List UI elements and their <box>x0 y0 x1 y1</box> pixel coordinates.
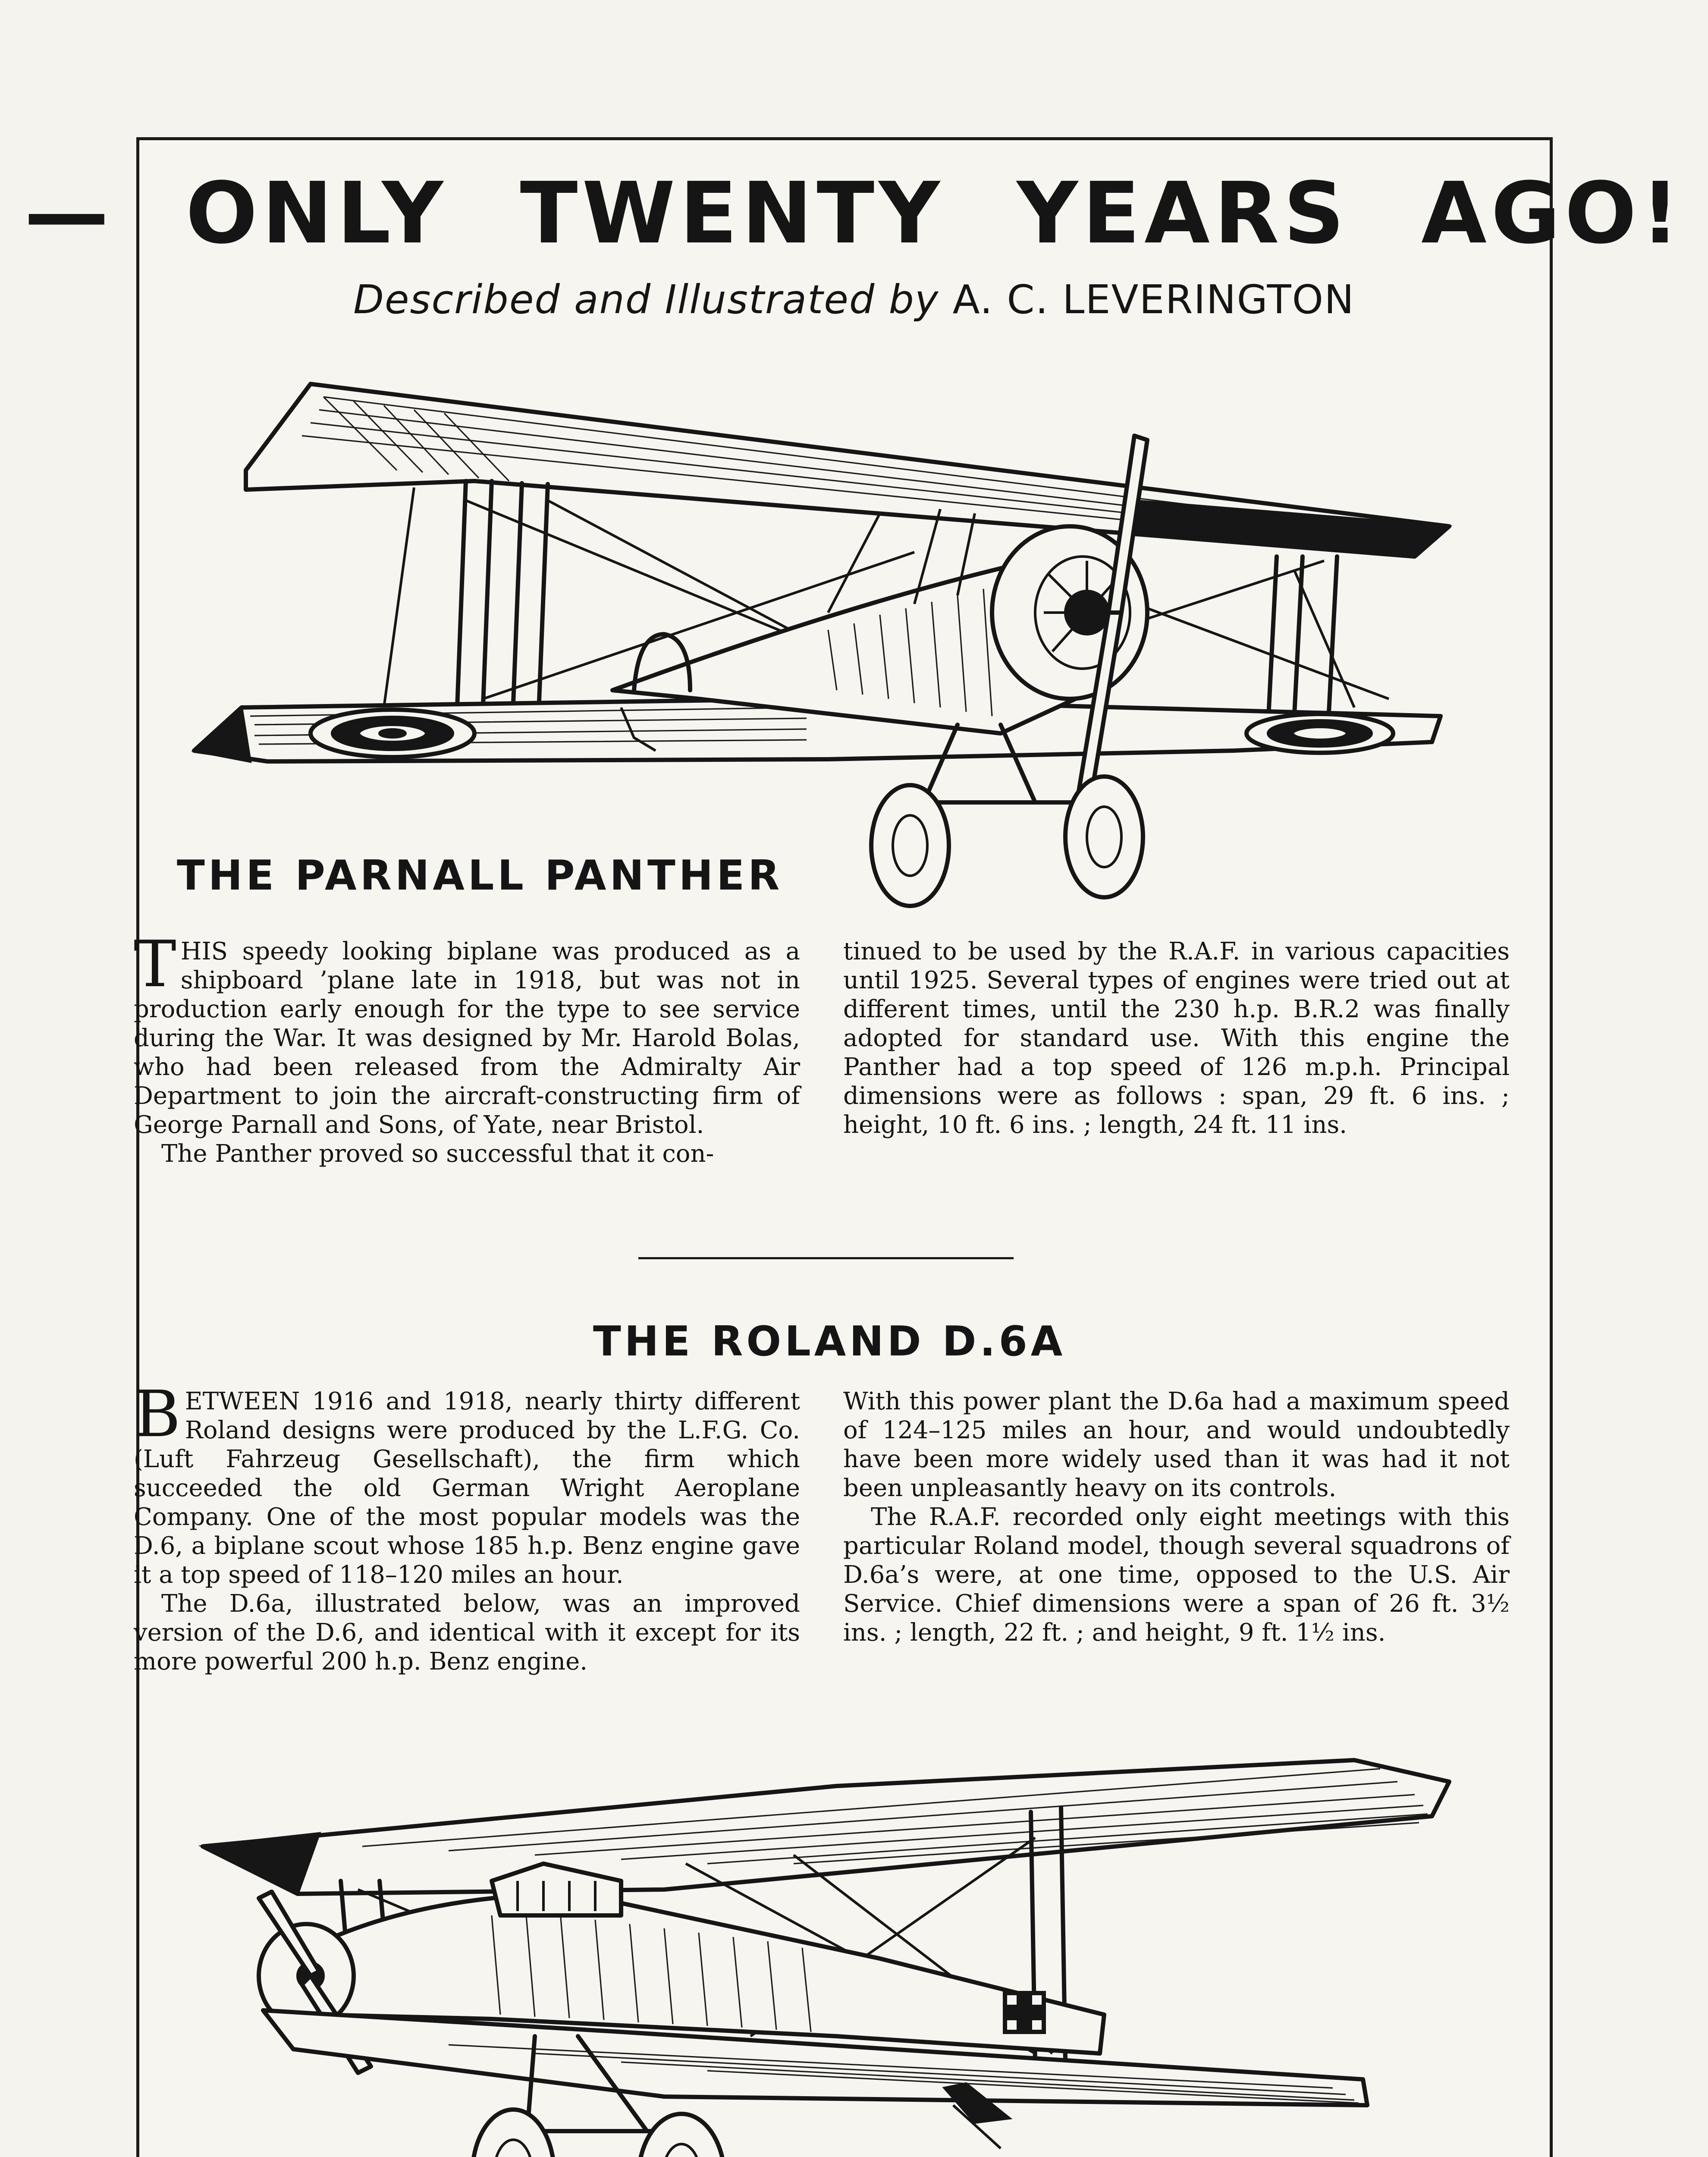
byline-author: A. C. LEVERINGTON <box>952 277 1355 323</box>
page-title: — ONLY TWENTY YEARS AGO! <box>24 164 1684 263</box>
parnall-panther-illustration <box>181 371 1475 923</box>
drop-cap: T <box>134 927 176 1001</box>
article-parnall-left-column <box>134 927 800 1168</box>
article-paragraph <box>134 1377 800 1589</box>
article-roland-right-column <box>843 1387 1510 1647</box>
article-roland-left-column <box>134 1377 800 1676</box>
drop-cap: B <box>134 1377 181 1451</box>
paragraph-text: HIS speedy looking biplane was produced as a shipboard ’plane late in 1918, but was not in production early enough for the type to see service during the War. It was designed by Mr. Harold Bolas, who had been released from the Admiralty Air Department to join the aircraft-constructing firm of George Parnall and Sons, of Yate, near Bristol. <box>134 937 800 1139</box>
article-paragraph: tinued to be used by the R.A.F. in various capacities until 1925. Several types of engines were tried out at different times, until the 230 h.p. B.R.2 was finally adopted for standard use. With this engine the Panther had a top speed of 126 m.p.h. Principal dimensions were as follows : span, 29 ft. 6 ins. ; height, 10 ft. 6 ins. ; length, 24 ft. 11 ins. <box>843 937 1510 1139</box>
byline <box>0 276 1708 324</box>
article-paragraph: The D.6a, illustrated below, was an improved version of the D.6, and identical with it except for its more powerful 200 h.p. Benz engine. <box>134 1590 800 1676</box>
roland-d6a-illustration <box>190 1751 1466 2157</box>
paragraph-text: ETWEEN 1916 and 1918, nearly thirty different Roland designs were produced by the L.F.G. Co. (Luft Fahrzeug Gesellschaft), the firm which succeeded the old German Wright Aeroplane Company. One of the most popular models was the D.6, a biplane scout whose 185 h.p. Benz engine gave it a top speed of 118–120 miles an hour. <box>134 1387 800 1589</box>
article-paragraph: With this power plant the D.6a had a maximum speed of 124–125 miles an hour, and would undoubtedly have been more widely used than it was had it not been unpleasantly heavy on its controls. <box>843 1387 1510 1502</box>
article-paragraph: The Panther proved so successful that it con- <box>161 1140 714 1168</box>
section-divider <box>638 1257 1014 1259</box>
article-paragraph: The R.A.F. recorded only eight meetings with this particular Roland model, though several squadrons of D.6a’s were, at one time, opposed to the U.S. Air Service. Chief dimensions were a span of 26 ft. 3½ ins. ; length, 22 ft. ; and height, 9 ft. 1½ ins. <box>843 1503 1510 1647</box>
article-title-parnall-panther: THE PARNALL PANTHER <box>177 852 783 899</box>
article-paragraph <box>134 927 800 1139</box>
article-title-roland-d6a: THE ROLAND D.6A <box>593 1318 1066 1365</box>
byline-prefix: Described and Illustrated by <box>353 277 939 323</box>
article-parnall-right-column <box>843 937 1510 1139</box>
